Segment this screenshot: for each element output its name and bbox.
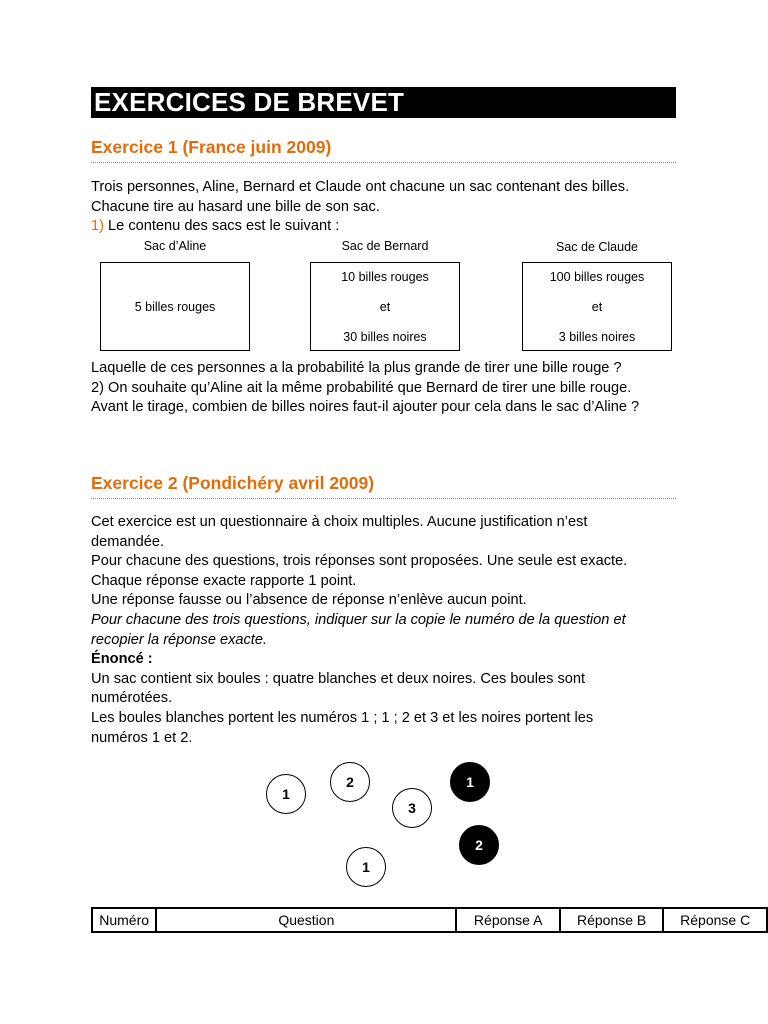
header-reponse-c: Réponse C xyxy=(663,908,767,932)
black-ball: 1 xyxy=(450,762,490,802)
table-header-row xyxy=(92,908,767,932)
intro-line: Chacune tire au hasard une bille de son sac. xyxy=(91,198,380,215)
exercise-2-body xyxy=(91,513,627,748)
page-title: EXERCICES DE BREVET xyxy=(91,87,676,118)
bag-content-line: 100 billes rouges xyxy=(549,270,645,284)
enonce-line: Un sac contient six boules : quatre blanches et deux noires. Ces boules sont xyxy=(91,670,586,687)
bag-content-line: 10 billes rouges xyxy=(341,270,429,284)
enonce-label: Énoncé : xyxy=(91,651,153,668)
exercise-1-intro xyxy=(91,178,629,237)
bag-claude xyxy=(522,262,672,351)
bag-aline xyxy=(100,262,250,351)
bag-content-line: 3 billes noires xyxy=(558,330,636,344)
bag-label-claude: Sac de Claude xyxy=(555,240,638,254)
question-1-text: Le contenu des sacs est le suivant : xyxy=(103,218,340,235)
exercise-2-heading: Exercice 2 (Pondichéry avril 2009) xyxy=(91,473,676,499)
question-1-number: 1) xyxy=(91,218,104,235)
black-ball: 2 xyxy=(459,825,499,865)
white-ball: 2 xyxy=(330,762,370,802)
question-line: 2) On souhaite qu’Aline ait la même probabilité que Bernard de tirer une bille rouge. xyxy=(91,379,632,396)
exercise-1-questions xyxy=(91,359,639,418)
bag-bernard xyxy=(310,262,460,351)
paragraph-line: Cet exercice est un questionnaire à choix multiples. Aucune justification n’est xyxy=(91,514,588,530)
paragraph-line: demandée. xyxy=(91,533,165,550)
header-question: Question xyxy=(156,908,456,932)
header-reponse-b: Réponse B xyxy=(560,908,664,932)
question-line: Laquelle de ces personnes a la probabilité la plus grande de tirer une bille rouge ? xyxy=(91,360,622,376)
bag-label-aline: Sac d’Aline xyxy=(143,239,207,253)
question-table xyxy=(91,907,768,933)
intro-line: Trois personnes, Aline, Bernard et Claude ont chacune un sac contenant des billes. xyxy=(91,179,630,195)
instruction-line: Pour chacune des trois questions, indiquer sur la copie le numéro de la question et xyxy=(91,611,626,628)
question-1-line xyxy=(91,217,629,237)
header-reponse-a: Réponse A xyxy=(456,908,559,932)
header-numero: Numéro xyxy=(92,908,156,932)
white-ball: 1 xyxy=(266,774,306,814)
question-line: Avant le tirage, combien de billes noires faut-il ajouter pour cela dans le sac d’Aline ? xyxy=(91,399,640,416)
enonce-line: numérotées. xyxy=(91,690,173,707)
instruction-line: recopier la réponse exacte. xyxy=(91,631,268,648)
paragraph-line: Chaque réponse exacte rapporte 1 point. xyxy=(91,572,357,589)
enonce-line: Les boules blanches portent les numéros 1 ; 1 ; 2 et 3 et les noires portent les xyxy=(91,709,594,726)
bag-content-line: 5 billes rouges xyxy=(134,300,216,314)
white-ball: 1 xyxy=(346,847,386,887)
exercise-1-heading: Exercice 1 (France juin 2009) xyxy=(91,137,676,163)
bag-content-line: et xyxy=(591,300,603,314)
bag-label-bernard: Sac de Bernard xyxy=(341,239,429,253)
paragraph-line: Une réponse fausse ou l’absence de réponse n’enlève aucun point. xyxy=(91,592,527,609)
white-ball: 3 xyxy=(392,788,432,828)
enonce-line: numéros 1 et 2. xyxy=(91,729,193,746)
paragraph-line: Pour chacune des questions, trois réponses sont proposées. Une seule est exacte. xyxy=(91,553,628,570)
bag-content-line: 30 billes noires xyxy=(343,330,427,344)
bag-content-line: et xyxy=(379,300,391,314)
